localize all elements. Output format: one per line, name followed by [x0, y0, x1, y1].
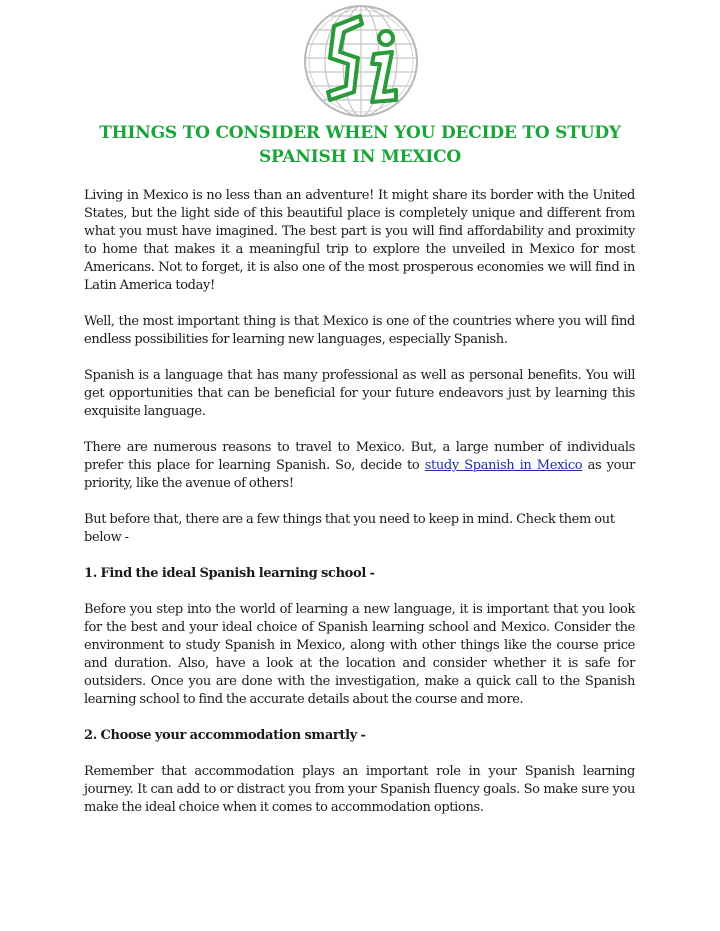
article-body	[84, 187, 635, 835]
study-spanish-in-mexico-link[interactable]: study Spanish in Mexico	[424, 458, 583, 473]
section-heading-accommodation: 2. Choose your accommodation smartly -	[84, 728, 366, 743]
paragraph-accommodation: Remember that accommodation plays an important role in your Spanish learning journey. It can add to or distract you from your Spanish fluency goals. So make sure you make the ideal choice when it comes to accommodation options.	[84, 764, 635, 815]
section-heading-ideal-school: 1. Find the ideal Spanish learning school -	[84, 566, 375, 581]
intro-paragraph: Living in Mexico is no less than an adventure! It might share its border with the United States, but the light side of this beautiful place is completely unique and different from what you must have imagined. The best part is you will find affordability and proximity to home that makes it a meaningful trip to explore the unveiled in Mexico for most Americans. Not to forget, it is also one of the most prosperous economies we will find in Latin America today!	[84, 188, 635, 293]
si-globe-logo-icon	[300, 2, 422, 120]
page-title: THINGS TO CONSIDER WHEN YOU DECIDE TO STUDY SPANISH IN MEXICO	[99, 123, 621, 167]
paragraph-ideal-school: Before you step into the world of learning a new language, it is important that you look for the best and your ideal choice of Spanish learning school and Mexico. Consider the environment to study Spanish in Mexico, along with other things like the course price and duration. Also, have a look at the location and consider whether it is safe for outsiders. Once you are done with the investigation, make a quick call to the Spanish learning school to find the accurate details about the course and more.	[84, 602, 635, 707]
paragraph-mexico-languages: Well, the most important thing is that Mexico is one of the countries where you will find endless possibilities for learning new languages, especially Spanish.	[84, 314, 635, 347]
paragraph-reasons-text-end: as your priority, like the avenue of others!	[84, 458, 636, 491]
paragraph-spanish-benefits: Spanish is a language that has many professional as well as personal benefits. You will get opportunities that can be beneficial for your future endeavors just by learning this exquisite language.	[84, 368, 635, 419]
paragraph-keep-in-mind: But before that, there are a few things that you need to keep in mind. Check them out below -	[84, 512, 615, 545]
paragraph-reasons-text-start: There are numerous reasons to travel to Mexico. But, a large number of individuals prefer this place for learning Spanish. So, decide to	[84, 440, 635, 473]
paragraph-reasons	[84, 439, 635, 493]
